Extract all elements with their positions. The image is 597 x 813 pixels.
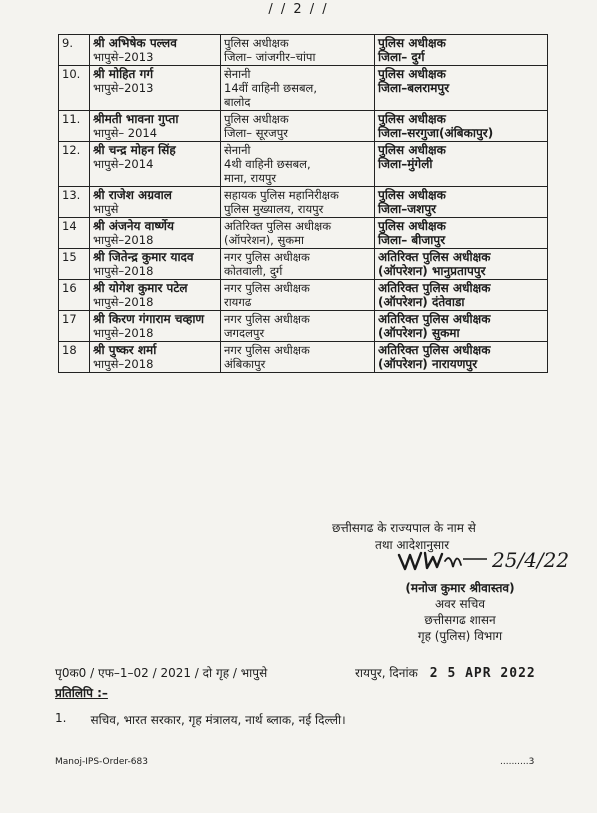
new-posting: [375, 35, 548, 66]
officer-batch: भापुसे– 2014: [93, 126, 158, 140]
current-posting-line: नगर पुलिस अधीक्षक: [224, 281, 310, 295]
officer-batch: भापुसे–2014: [93, 157, 154, 171]
officer-batch: भापुसे–2018: [93, 264, 154, 278]
copy-item: [55, 711, 346, 728]
current-posting-line: नगर पुलिस अधीक्षक: [224, 343, 310, 357]
serial-number: 11.: [59, 111, 90, 142]
current-posting-line: सहायक पुलिस महानिरीक्षक: [224, 188, 339, 202]
new-posting-line: पुलिस अधीक्षक: [378, 67, 446, 81]
current-posting-line: रायगढ: [224, 295, 252, 309]
officer-batch: भापुसे–2018: [93, 295, 154, 309]
current-posting-line: पुलिस मुख्यालय, रायपुर: [224, 202, 324, 216]
officer-name: श्री पुष्कर शर्मा: [93, 343, 157, 357]
officer-name: श्री योगेश कुमार पटेल: [93, 281, 188, 295]
new-posting-line: पुलिस अधीक्षक: [378, 219, 446, 233]
signer-government: छत्तीसगढ शासन: [424, 613, 496, 627]
copy-item-text: सचिव, भारत सरकार, गृह मंत्रालय, नार्थ ब्लाक, नई दिल्ली।: [90, 713, 346, 727]
serial-number: 15: [59, 249, 90, 280]
current-posting-line: माना, रायपुर: [224, 171, 277, 185]
signer-designation: अवर सचिव: [434, 597, 486, 611]
new-posting-line: अतिरिक्त पुलिस अधीक्षक: [378, 281, 491, 295]
current-posting: [221, 311, 375, 342]
new-posting-line: जिला–सरगुजा(अंबिकापुर): [378, 126, 494, 140]
new-posting-line: (ऑपरेशन) नारायणपुर: [378, 357, 478, 371]
new-posting-line: जिला–बलरामपुर: [378, 81, 450, 95]
new-posting-line: पुलिस अधीक्षक: [378, 36, 446, 50]
serial-number: 10.: [59, 66, 90, 111]
officer-name: श्री चन्द्र मोहन सिंह: [93, 143, 176, 157]
officer-cell: [90, 142, 221, 187]
signatory-block: [360, 580, 560, 644]
footer-file-code: Manoj-IPS-Order-683: [55, 757, 148, 767]
current-posting: [221, 35, 375, 66]
current-posting-line: 14वीं वाहिनी छसबल,: [224, 81, 317, 95]
new-posting: [375, 311, 548, 342]
copy-heading: प्रतिलिपि :–: [55, 686, 108, 700]
new-posting-line: पुलिस अधीक्षक: [378, 143, 446, 157]
current-posting-line: कोतवाली, दुर्ग: [224, 264, 283, 278]
officer-batch: भापुसे–2018: [93, 326, 154, 340]
officer-cell: [90, 342, 221, 373]
officer-name: श्री मोहित गर्ग: [93, 67, 154, 81]
new-posting-line: अतिरिक्त पुलिस अधीक्षक: [378, 250, 491, 264]
officer-batch: भापुसे–2018: [93, 233, 154, 247]
officer-name: श्री किरण गंगाराम चव्हाण: [93, 312, 205, 326]
transfer-table-body: [59, 35, 548, 373]
table-row: [59, 249, 548, 280]
current-posting-line: जिला– जांजगीर–चांपा: [224, 50, 316, 64]
officer-cell: [90, 280, 221, 311]
new-posting-line: (ऑपरेशन) दंतेवाडा: [378, 295, 465, 309]
current-posting-line: जिला– सूरजपुर: [224, 126, 288, 140]
new-posting: [375, 342, 548, 373]
new-posting-line: (ऑपरेशन) भानुप्रतापपुर: [378, 264, 486, 278]
signature-date: 25/4/22: [492, 548, 570, 572]
handwritten-signature: [395, 543, 570, 575]
current-posting-line: नगर पुलिस अधीक्षक: [224, 312, 310, 326]
new-posting-line: जिला– दुर्ग: [378, 50, 425, 64]
new-posting-line: जिला–मुंगेली: [378, 157, 433, 171]
officer-name: श्री अंजनेय वार्ष्णेय: [93, 219, 174, 233]
new-posting: [375, 249, 548, 280]
officer-name: श्री अभिषेक पल्लव: [93, 36, 177, 50]
new-posting-line: पुलिस अधीक्षक: [378, 112, 446, 126]
new-posting: [375, 187, 548, 218]
officer-batch: भापुसे–2018: [93, 357, 154, 371]
new-posting: [375, 111, 548, 142]
officer-cell: [90, 187, 221, 218]
page-number-top: / / 2 / /: [268, 2, 329, 17]
new-posting-line: अतिरिक्त पुलिस अधीक्षक: [378, 312, 491, 326]
place-label: रायपुर, दिनांक: [355, 666, 418, 680]
serial-number: 12.: [59, 142, 90, 187]
officer-name: श्री राजेश अग्रवाल: [93, 188, 172, 202]
officer-name: श्री जितेन्द्र कुमार यादव: [93, 250, 194, 264]
new-posting: [375, 142, 548, 187]
new-posting-line: अतिरिक्त पुलिस अधीक्षक: [378, 343, 491, 357]
current-posting: [221, 187, 375, 218]
current-posting-line: अतिरिक्त पुलिस अधीक्षक: [224, 219, 332, 233]
officer-cell: [90, 66, 221, 111]
officer-name: श्रीमती भावना गुप्ता: [93, 112, 179, 126]
serial-number: 16: [59, 280, 90, 311]
table-row: [59, 111, 548, 142]
footer-next-page: ..........3: [500, 757, 535, 767]
officer-batch: भापुसे–2013: [93, 81, 154, 95]
current-posting-line: पुलिस अधीक्षक: [224, 112, 289, 126]
table-row: [59, 280, 548, 311]
new-posting: [375, 218, 548, 249]
current-posting-line: (ऑपरेशन), सुकमा: [224, 233, 304, 247]
officer-cell: [90, 311, 221, 342]
place-date: [355, 664, 536, 681]
new-posting-line: (ऑपरेशन) सुकमा: [378, 326, 460, 340]
officer-batch: भापुसे–2013: [93, 50, 154, 64]
current-posting-line: सेनानी: [224, 67, 251, 81]
table-row: [59, 218, 548, 249]
current-posting: [221, 342, 375, 373]
table-row: [59, 187, 548, 218]
current-posting-line: अंबिकापुर: [224, 357, 266, 371]
serial-number: 17: [59, 311, 90, 342]
serial-number: 13.: [59, 187, 90, 218]
current-posting: [221, 111, 375, 142]
serial-number: 18: [59, 342, 90, 373]
current-posting: [221, 142, 375, 187]
table-row: [59, 311, 548, 342]
serial-number: 14: [59, 218, 90, 249]
officer-cell: [90, 249, 221, 280]
current-posting-line: 4थी वाहिनी छसबल,: [224, 157, 311, 171]
table-row: [59, 142, 548, 187]
signer-name: (मनोज कुमार श्रीवास्तव): [405, 581, 515, 595]
order-reference: पृ0क0 / एफ–1–02 / 2021 / दो गृह / भापुसे: [55, 666, 268, 680]
table-row: [59, 35, 548, 66]
current-posting-line: सेनानी: [224, 143, 251, 157]
table-row: [59, 342, 548, 373]
transfer-table: [58, 34, 548, 373]
new-posting-line: जिला–जशपुर: [378, 202, 437, 216]
current-posting-line: पुलिस अधीक्षक: [224, 36, 289, 50]
date-stamp: 2 5 APR 2022: [429, 666, 536, 681]
officer-cell: [90, 35, 221, 66]
new-posting: [375, 280, 548, 311]
signer-department: गृह (पुलिस) विभाग: [417, 629, 503, 643]
authority-line-2: तथा आदेशानुसार: [375, 538, 450, 552]
current-posting-line: बालोद: [224, 95, 251, 109]
table-row: [59, 66, 548, 111]
authority-line-1: छत्तीसगढ के राज्यपाल के नाम से: [332, 521, 476, 535]
serial-number: 9.: [59, 35, 90, 66]
officer-cell: [90, 218, 221, 249]
copy-item-number: 1.: [55, 711, 67, 725]
new-posting: [375, 66, 548, 111]
current-posting: [221, 218, 375, 249]
new-posting-line: जिला– बीजापुर: [378, 233, 446, 247]
officer-cell: [90, 111, 221, 142]
current-posting: [221, 249, 375, 280]
current-posting: [221, 66, 375, 111]
current-posting: [221, 280, 375, 311]
current-posting-line: नगर पुलिस अधीक्षक: [224, 250, 310, 264]
new-posting-line: पुलिस अधीक्षक: [378, 188, 446, 202]
current-posting-line: जगदलपुर: [224, 326, 265, 340]
officer-batch: भापुसे: [93, 202, 119, 216]
